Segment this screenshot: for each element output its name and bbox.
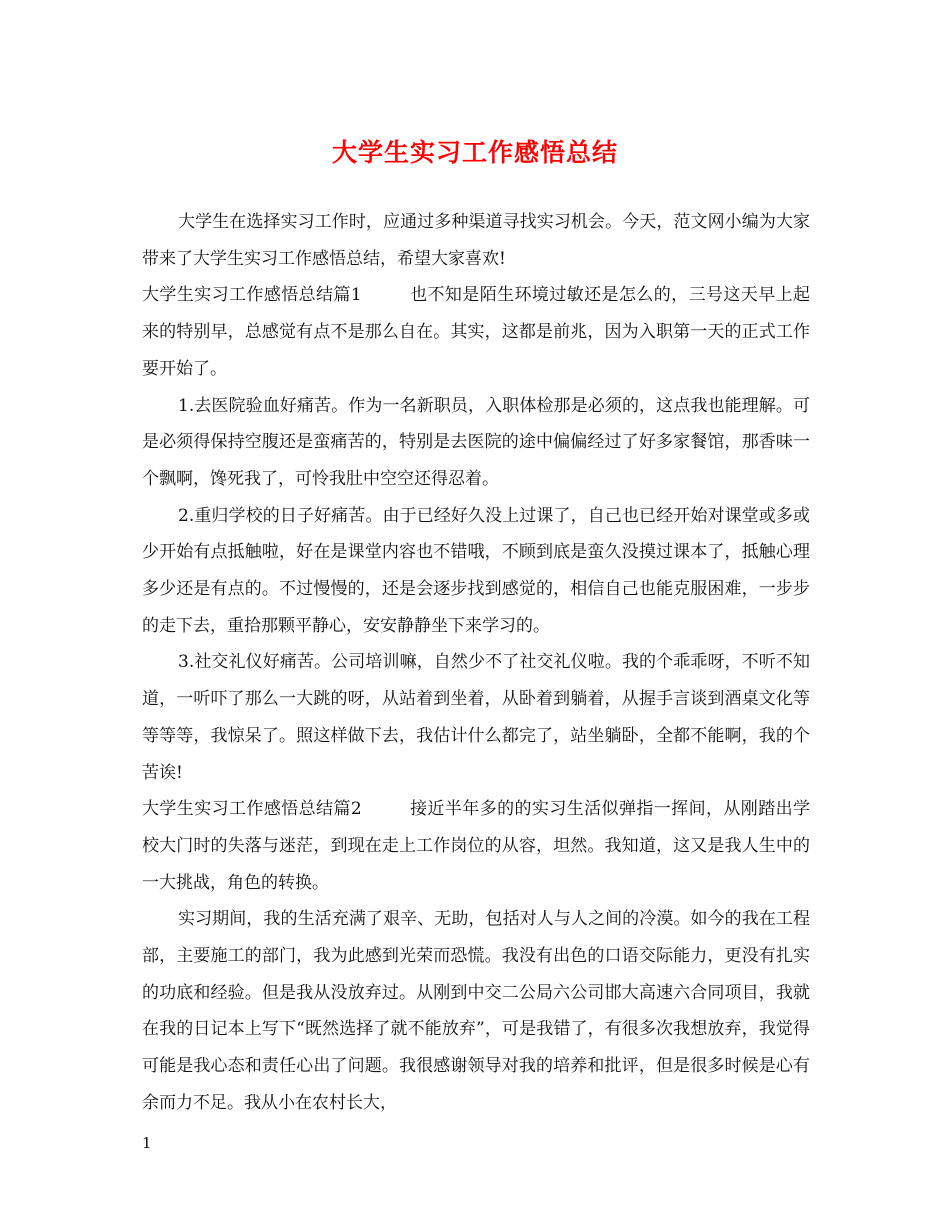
section2-paragraph bbox=[142, 791, 810, 901]
section1-heading: 大学生实习工作感悟总结篇1 bbox=[142, 285, 362, 306]
intro-paragraph: 大学生在选择实习工作时，应通过多种渠道寻找实习机会。今天，范文网小编为大家带来了大学生实习工作感悟总结，希望大家喜欢! bbox=[142, 212, 810, 269]
section2-text: 接近半年多的的实习生活似弹指一挥间，从刚踏出学校大门时的失落与迷茫，到现在走上工作岗位的从容，坦然。我知道，这又是我人生中的一大挑战，角色的转换。 bbox=[142, 799, 810, 893]
final-paragraph: 实习期间，我的生活充满了艰辛、无助，包括对人与人之间的冷漠。如今的我在工程部，主要施工的部门，我为此感到光荣而恐慌。我没有出色的口语交际能力，更没有扎实的功底和经验。但是我从没放弃过。从刚到中交二公局六公司邯大高速六合同项目，我就在我的日记本上写下“既然选择了就不能放弃”，可是我错了，有很多次我想放弃，我觉得可能是我心态和责任心出了问题。我很感谢领导对我的培养和批评，但是很多时候是心有余而力不足。我从小在农村长大， bbox=[142, 909, 810, 1113]
document-title: 大学生实习工作感悟总结 bbox=[331, 138, 618, 167]
section2-heading: 大学生实习工作感悟总结篇2 bbox=[142, 799, 362, 820]
section1-paragraph bbox=[142, 277, 810, 387]
page-number: 1 bbox=[142, 1134, 152, 1152]
item2-paragraph: 2.重归学校的日子好痛苦。由于已经好久没上过课了，自己也已经开始对课堂或多或少开始有点抵触啦，好在是课堂内容也不错哦，不顾到底是蛮久没摸过课本了，抵触心理多少还是有点的。不过慢慢的，还是会逐步找到感觉的，相信自己也能克服困难，一步步的走下去，重拾那颗平静心，安安静静坐下来学习的。 bbox=[142, 505, 810, 636]
item1-paragraph: 1.去医院验血好痛苦。作为一名新职员，入职体检那是必须的，这点我也能理解。可是必须得保持空腹还是蛮痛苦的，特别是去医院的途中偏偏经过了好多家餐馆，那香味一个飘啊，馋死我了，可怜我肚中空空还得忍着。 bbox=[142, 395, 810, 489]
document-body bbox=[142, 204, 810, 1122]
section1-text: 也不知是陌生环境过敏还是怎么的，三号这天早上起来的特别早，总感觉有点不是那么自在。其实，这都是前兆，因为入职第一天的正式工作要开始了。 bbox=[142, 285, 810, 379]
item3-paragraph: 3.社交礼仪好痛苦。公司培训嘛，自然少不了社交礼仪啦。我的个乖乖呀，不听不知道，一听吓了那么一大跳的呀，从站着到坐着，从卧着到躺着，从握手言谈到酒桌文化等等等等，我惊呆了。照这样做下去，我估计什么都完了，站坐躺卧，全都不能啊，我的个苦诶! bbox=[142, 652, 810, 783]
